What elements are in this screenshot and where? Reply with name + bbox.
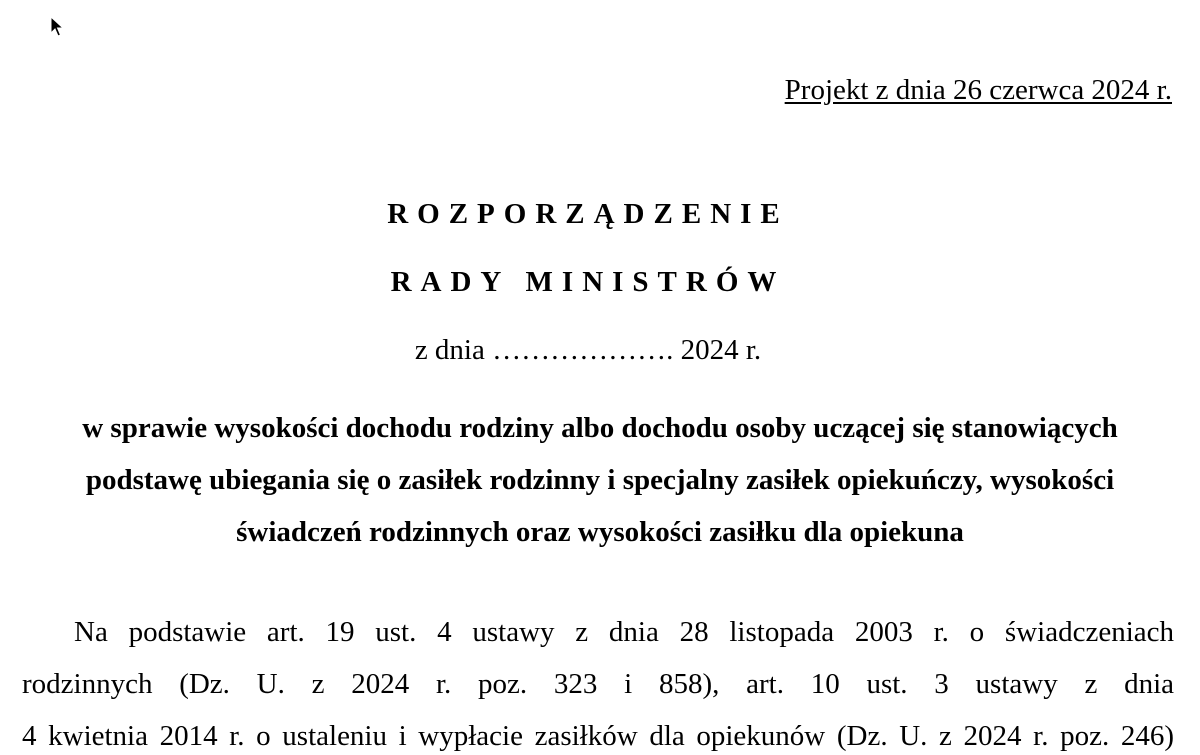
- preamble-paragraph: [22, 606, 1174, 755]
- issue-date: z dnia ………………. 2024 r.: [414, 334, 762, 366]
- subject-line: w sprawie wysokości dochodu rodziny albo dochodu osoby uczącej się stanowiących: [82, 412, 1118, 444]
- preamble-line: rodzinnych (Dz. U. z 2024 r. poz. 323 i 858), art. 10 ust. 3 ustawy z dnia: [22, 668, 1174, 700]
- issuer-heading: RADY MINISTRÓW: [390, 266, 786, 298]
- project-date: Projekt z dnia 26 czerwca 2024 r.: [784, 74, 1172, 106]
- subject-line: świadczeń rodzinnych oraz wysokości zasiłku dla opiekuna: [236, 516, 964, 548]
- preamble-line: 4 kwietnia 2014 r. o ustaleniu i wypłacie zasiłków dla opiekunów (Dz. U. z 2024 r. poz. 246): [22, 720, 1174, 752]
- mouse-pointer-icon: [50, 16, 64, 38]
- preamble-line: Na podstawie art. 19 ust. 4 ustawy z dnia 28 listopada 2003 r. o świadczeniach: [74, 616, 1174, 648]
- document-type-heading: ROZPORZĄDZENIE: [387, 198, 789, 230]
- regulation-subject: [24, 402, 1176, 558]
- subject-line: podstawę ubiegania się o zasiłek rodzinny i specjalny zasiłek opiekuńczy, wysokości: [85, 464, 1115, 496]
